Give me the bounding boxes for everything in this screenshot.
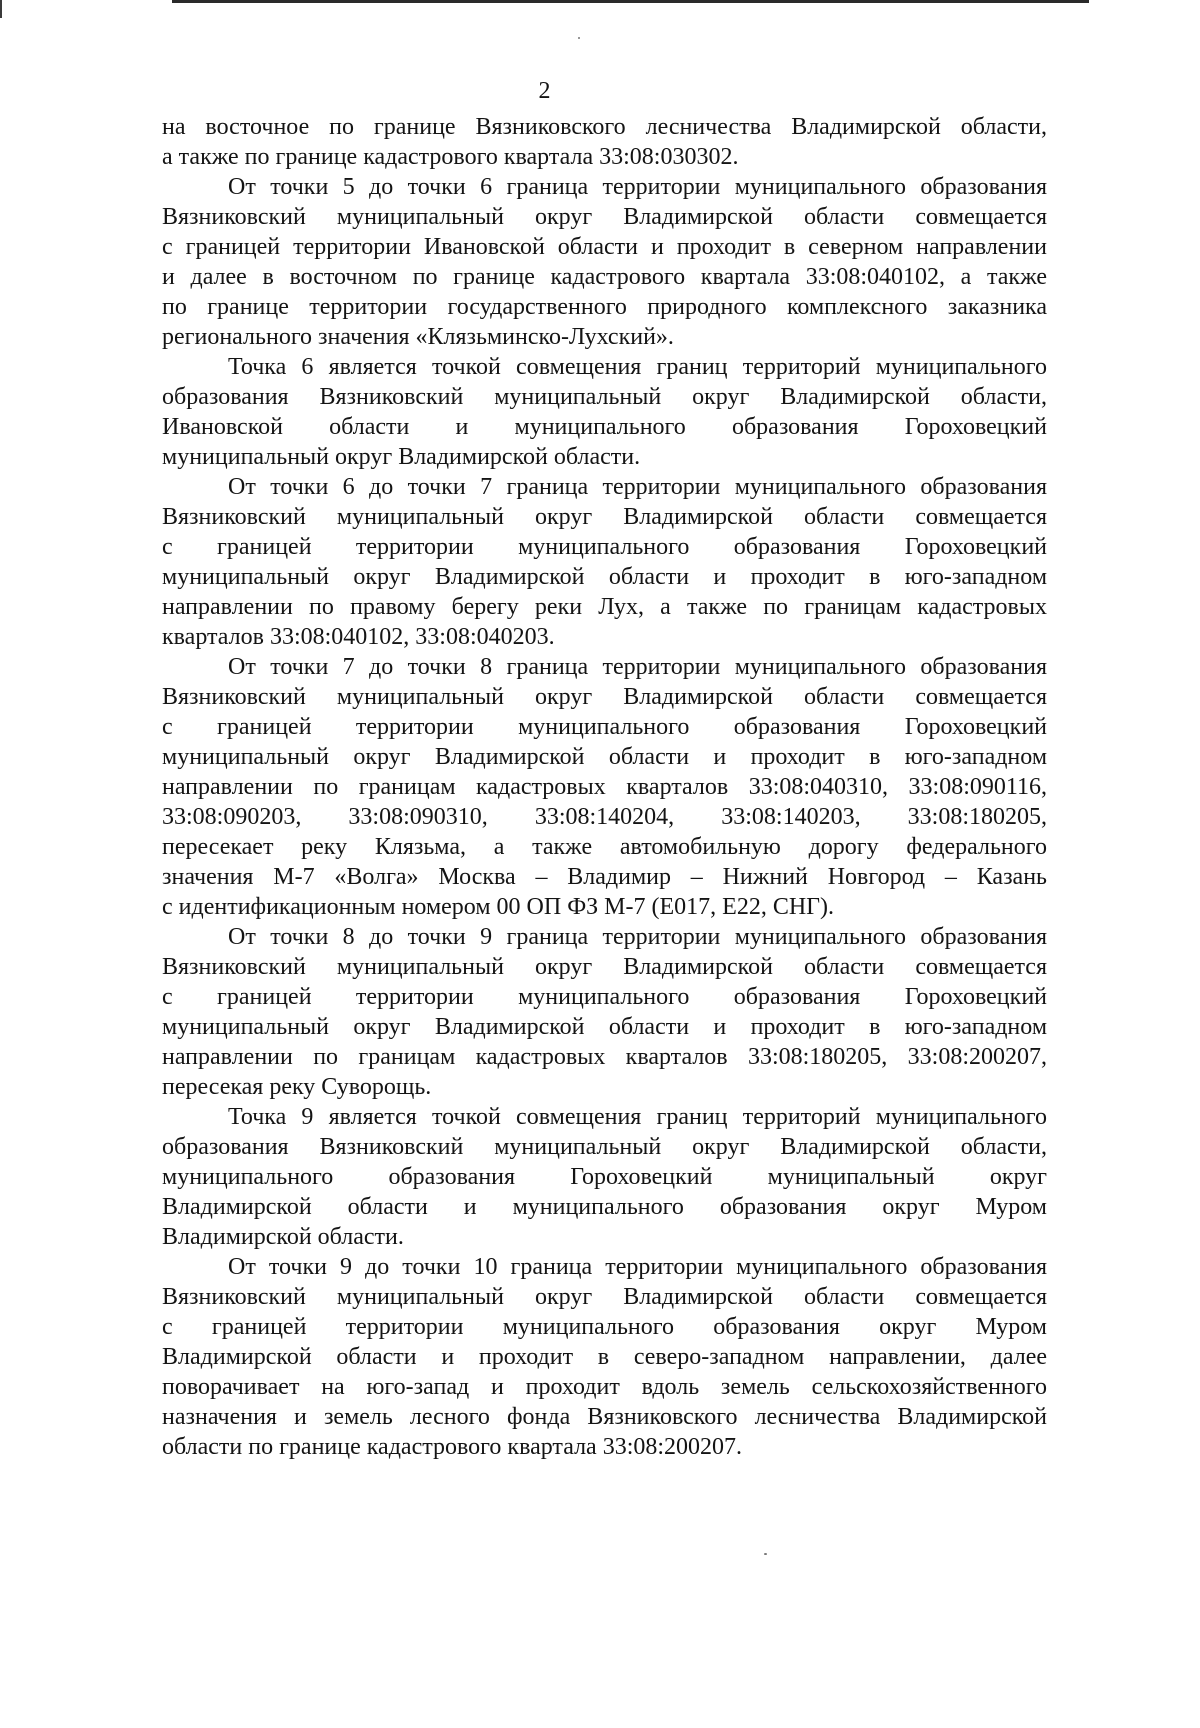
- text-line: От точки 8 до точки 9 граница территории муниципального образования: [228, 924, 1047, 950]
- text-line: с границей территории муниципального образования Гороховецкий: [162, 984, 1047, 1010]
- text-line: по границе территории государственного природного комплексного заказника: [162, 294, 1047, 320]
- paragraph: [162, 352, 1047, 472]
- text-line: Точка 6 является точкой совмещения границ территорий муниципального: [228, 354, 1047, 380]
- text-line: с границей территории муниципального образования Гороховецкий: [162, 714, 1047, 740]
- text-line: образования Вязниковский муниципальный округ Владимирской области,: [162, 1134, 1047, 1160]
- text-line: поворачивает на юго-запад и проходит вдоль земель сельскохозяйственного: [162, 1374, 1047, 1400]
- text-line: области по границе кадастрового квартала 33:08:200207.: [162, 1434, 743, 1460]
- paragraph: [162, 172, 1047, 352]
- text-line: Владимирской области и проходит в северо-западном направлении, далее: [162, 1344, 1047, 1370]
- paragraph: [162, 472, 1047, 652]
- text-line: Владимирской области.: [162, 1224, 404, 1250]
- text-line: муниципальный округ Владимирской области и проходит в юго-западном: [162, 744, 1047, 770]
- text-line: Вязниковский муниципальный округ Владимирской области совмещается: [162, 504, 1047, 530]
- text-line: Вязниковский муниципальный округ Владимирской области совмещается: [162, 1284, 1047, 1310]
- text-line: 33:08:090203, 33:08:090310, 33:08:140204, 33:08:140203, 33:08:180205,: [162, 804, 1047, 830]
- text-line: муниципальный округ Владимирской области и проходит в юго-западном: [162, 564, 1047, 590]
- text-line: с идентификационным номером 00 ОП ФЗ М-7 (Е017, Е22, СНГ).: [162, 894, 835, 920]
- text-line: пересекает реку Клязьма, а также автомобильную дорогу федерального: [162, 834, 1047, 860]
- text-line: на восточное по границе Вязниковского лесничества Владимирской области,: [162, 114, 1047, 140]
- text-line: а также по границе кадастрового квартала 33:08:030302.: [162, 144, 739, 170]
- paragraph: [162, 112, 1047, 172]
- text-line: муниципальный округ Владимирской области.: [162, 444, 641, 470]
- scan-speck: [764, 1553, 767, 1555]
- text-line: Вязниковский муниципальный округ Владимирской области совмещается: [162, 204, 1047, 230]
- paragraph: [162, 652, 1047, 922]
- text-line: Вязниковский муниципальный округ Владимирской области совмещается: [162, 954, 1047, 980]
- paragraph: [162, 922, 1047, 1102]
- text-line: значения М-7 «Волга» Москва – Владимир – Нижний Новгород – Казань: [162, 864, 1047, 890]
- text-line: Вязниковский муниципальный округ Владимирской области совмещается: [162, 684, 1047, 710]
- text-line: назначения и земель лесного фонда Вязниковского лесничества Владимирской: [162, 1404, 1047, 1430]
- text-line: направлении по правому берегу реки Лух, а также по границам кадастровых: [162, 594, 1047, 620]
- text-line: От точки 9 до точки 10 граница территории муниципального образования: [228, 1254, 1047, 1280]
- text-line: Ивановской области и муниципального образования Гороховецкий: [162, 414, 1047, 440]
- text-line: с границей территории муниципального образования Гороховецкий: [162, 534, 1047, 560]
- scan-speck: [578, 37, 580, 39]
- text-line: От точки 6 до точки 7 граница территории муниципального образования: [228, 474, 1047, 500]
- text-line: муниципального образования Гороховецкий муниципальный округ: [162, 1164, 1047, 1190]
- text-line: кварталов 33:08:040102, 33:08:040203.: [162, 624, 555, 650]
- text-line: муниципальный округ Владимирской области и проходит в юго-западном: [162, 1014, 1047, 1040]
- top-edge-rule: [172, 0, 1089, 3]
- text-line: Владимирской области и муниципального образования округ Муром: [162, 1194, 1047, 1220]
- left-edge-mark: [0, 0, 2, 18]
- text-line: с границей территории муниципального образования округ Муром: [162, 1314, 1047, 1340]
- text-line: От точки 5 до точки 6 граница территории муниципального образования: [228, 174, 1047, 200]
- document-body: [162, 112, 1047, 1462]
- paragraph: [162, 1102, 1047, 1252]
- text-line: пересекая реку Суворощь.: [162, 1074, 432, 1100]
- text-line: с границей территории Ивановской области и проходит в северном направлении: [162, 234, 1047, 260]
- paragraph: [162, 1252, 1047, 1462]
- text-line: регионального значения «Клязьминско-Лухский».: [162, 324, 674, 350]
- text-line: Точка 9 является точкой совмещения границ территорий муниципального: [228, 1104, 1047, 1130]
- text-line: и далее в восточном по границе кадастрового квартала 33:08:040102, а также: [162, 264, 1047, 290]
- text-line: направлении по границам кадастровых кварталов 33:08:040310, 33:08:090116,: [162, 774, 1047, 800]
- text-line: направлении по границам кадастровых кварталов 33:08:180205, 33:08:200207,: [162, 1044, 1047, 1070]
- text-line: образования Вязниковский муниципальный округ Владимирской области,: [162, 384, 1047, 410]
- page-number: 2: [538, 78, 551, 104]
- text-line: От точки 7 до точки 8 граница территории муниципального образования: [228, 654, 1047, 680]
